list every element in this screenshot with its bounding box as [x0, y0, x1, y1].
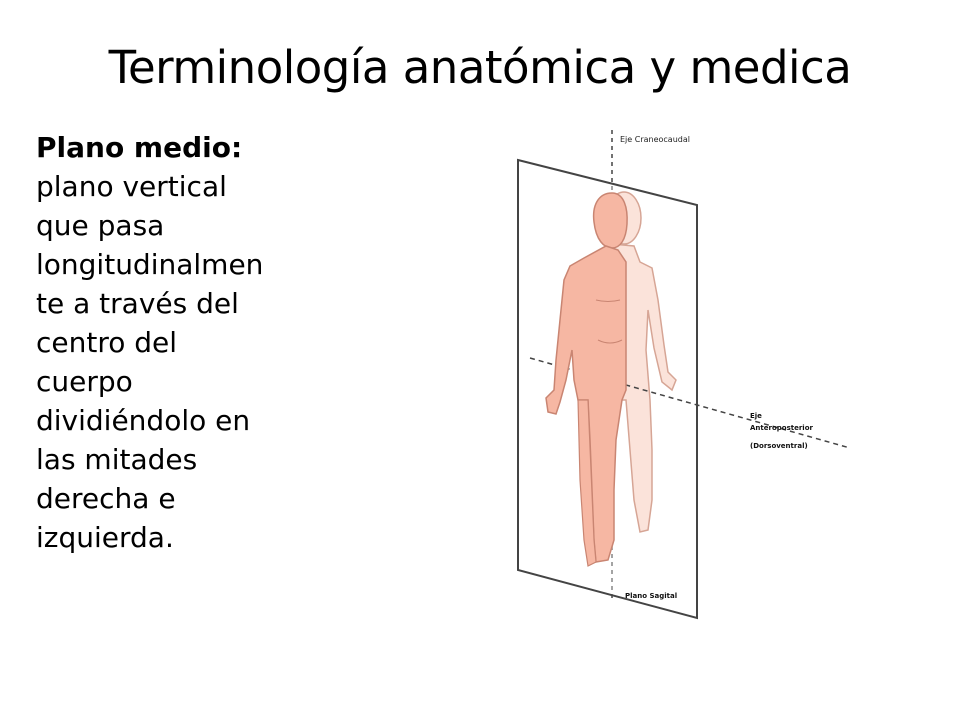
label-anteroposterior-1: Eje	[750, 412, 762, 420]
definition-line-10: izquierda.	[36, 521, 174, 554]
definition-line-3: longitudinalmen	[36, 248, 264, 281]
label-anteroposterior-3: (Dorsoventral)	[750, 442, 808, 450]
definition-text	[36, 128, 336, 557]
definition-line-9: derecha e	[36, 482, 176, 515]
label-sagittal-plane: Plano Sagital	[625, 592, 678, 600]
label-anteroposterior-2: Anteroposterior	[750, 424, 813, 432]
definition-line-6: cuerpo	[36, 365, 133, 398]
slide-title: Terminología anatómica y medica	[108, 41, 852, 94]
definition-line-5: centro del	[36, 326, 178, 359]
sagittal-plane-figure	[500, 120, 860, 620]
definition-line-2: que pasa	[36, 209, 165, 242]
definition-line-1: plano vertical	[36, 170, 227, 203]
label-craneocaudal: Eje Craneocaudal	[620, 135, 690, 144]
definition-line-7: dividiéndolo en	[36, 404, 251, 437]
definition-term: Plano medio:	[36, 131, 243, 164]
definition-line-4: te a través del	[36, 287, 239, 320]
definition-line-8: las mitades	[36, 443, 198, 476]
